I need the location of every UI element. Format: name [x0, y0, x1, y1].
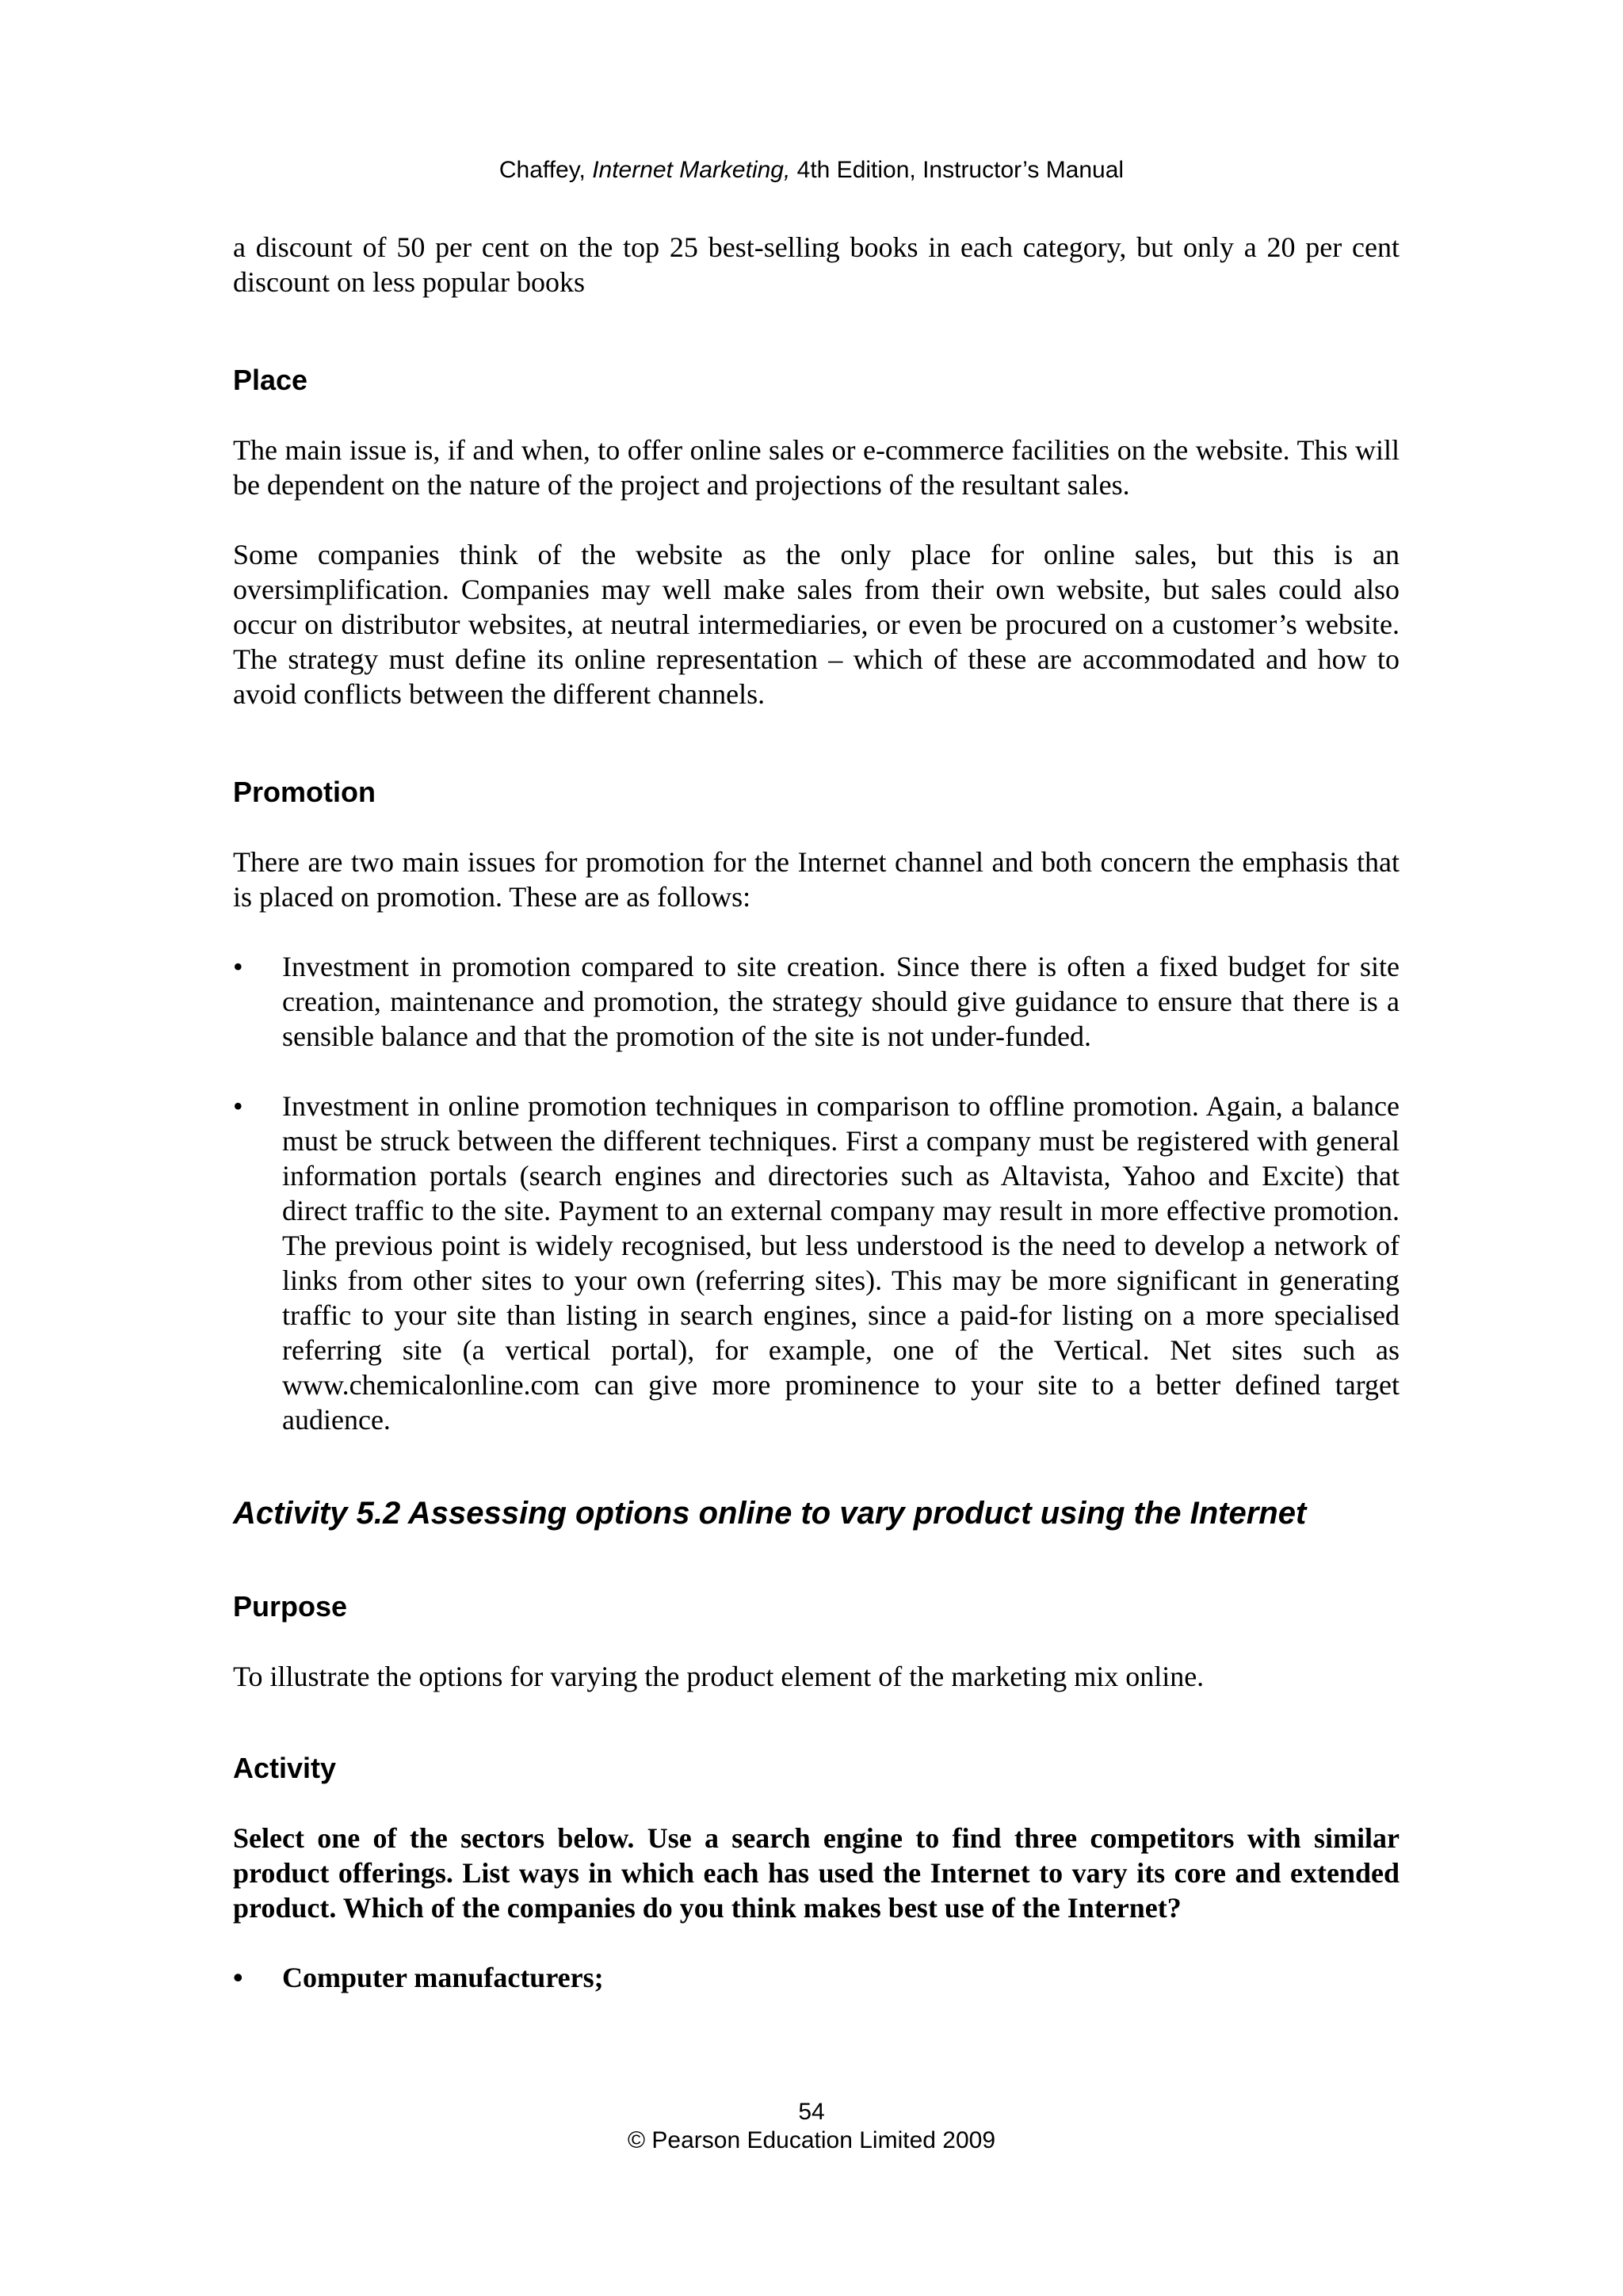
- running-footer: [0, 2098, 1623, 2155]
- copyright-notice: © Pearson Education Limited 2009: [627, 2127, 996, 2153]
- bullet-text: Investment in online promotion techniques in comparison to offline promotion. Again, a balance must be struck between the different techniques. First a company must be registered with general information portals (search engines and directories such as Altavista, Yahoo and Excite) that direct traffic to the site. Payment to an external company may result in more effective promotion. The previous point is widely recognised, but less understood is the need to develop a network of links from other sites to your own (referring sites). This may be more significant in generating traffic to your site than listing in search engines, since a paid-for listing on a more specialised referring site (a vertical portal), for example, one of the Vertical. Net sites such as www.chemicalonline.com can give more prominence to your site to a better defined target audience.: [282, 1090, 1400, 1436]
- bullet-text: Computer manufacturers;: [282, 1962, 604, 1993]
- intro-paragraph: a discount of 50 per cent on the top 25 best-selling books in each category, but only a 20 per cent discount on less popular books: [233, 231, 1400, 298]
- page-number: 54: [798, 2099, 825, 2125]
- activity-title: Activity 5.2 Assessing options online to vary product using the Internet: [233, 1496, 1307, 1531]
- bullet-icon: •: [233, 1090, 243, 1122]
- place-paragraph-2: Some companies think of the website as the only place for online sales, but this is an oversimplification. Companies may well make sales from their own website, but sales could also occur on distributor websites, at neutral intermediaries, or even be procured on a customer’s website. The strategy must define its online representation – which of these are accommodated and how to avoid conflicts between the different channels.: [233, 539, 1400, 710]
- activity-text: Select one of the sectors below. Use a search engine to find three competitors with similar product offerings. List ways in which each has used the Internet to vary its core and extended product. Which of the companies do you think makes best use of the Internet?: [233, 1822, 1400, 1924]
- header-author: Chaffey,: [498, 157, 593, 183]
- promotion-heading: Promotion: [233, 776, 376, 808]
- promotion-paragraph: There are two main issues for promotion for the Internet channel and both concern the emphasis that is placed on promotion. These are as follows:: [233, 846, 1400, 913]
- list-item: [233, 1960, 1400, 1995]
- purpose-text: To illustrate the options for varying the product element of the marketing mix online.: [233, 1661, 1205, 1692]
- list-item: [233, 1089, 1400, 1437]
- page-content: [233, 230, 1400, 1995]
- bullet-icon: •: [233, 1962, 243, 1993]
- bullet-text: Investment in promotion compared to site creation. Since there is often a fixed budget for site creation, maintenance and promotion, the strategy should give guidance to ensure that there is a sensible balance and that the promotion of the site is not under-funded.: [282, 951, 1400, 1052]
- header-edition: 4th Edition, Instructor’s Manual: [790, 157, 1125, 183]
- list-item: [233, 949, 1400, 1054]
- place-heading: Place: [233, 364, 308, 396]
- promotion-bullet-list: [233, 949, 1400, 1437]
- header-book-title: Internet Marketing,: [592, 157, 791, 183]
- activity-heading: Activity: [233, 1752, 337, 1784]
- purpose-heading: Purpose: [233, 1590, 348, 1623]
- running-header: [0, 155, 1623, 185]
- bullet-icon: •: [233, 951, 243, 982]
- place-paragraph-1: The main issue is, if and when, to offer online sales or e-commerce facilities on the website. This will be dependent on the nature of the project and projections of the resultant sales.: [233, 434, 1400, 501]
- sector-bullet-list: [233, 1960, 1400, 1995]
